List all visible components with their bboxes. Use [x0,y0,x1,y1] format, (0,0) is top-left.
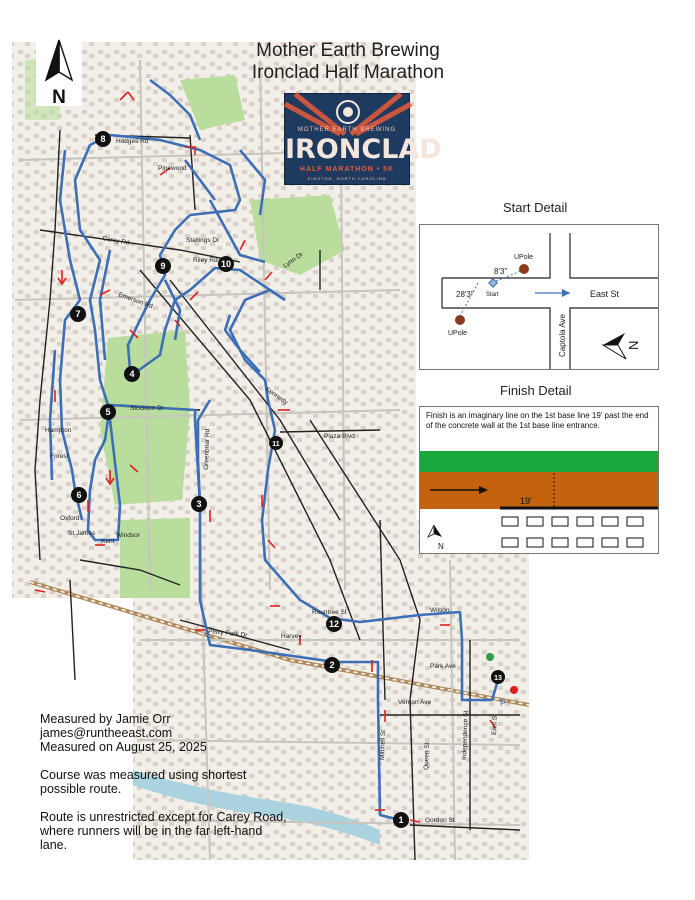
svg-text:Forest: Forest [50,453,69,460]
notes-restriction-3: lane. [40,838,68,852]
north-arrow [36,36,82,106]
start-detail-title: Start Detail [503,200,568,215]
svg-text:Hodges Rd: Hodges Rd [116,138,149,145]
svg-text:4: 4 [129,369,135,379]
mile-marker-10 [218,256,234,272]
mile-marker-1 [393,812,409,828]
finish-north-arrow-icon [428,525,444,551]
svg-text:6: 6 [76,490,82,500]
ironclad-logo [284,93,442,185]
svg-text:Emerson Rd: Emerson Rd [117,291,154,311]
logo-location: KINSTON, NORTH CAROLINA [307,176,387,181]
svg-text:13: 13 [494,675,502,682]
logo-brand: IRONCLAD [285,134,442,165]
start-detail-diagram [420,225,658,369]
captola-ave-label: Captola Ave [558,314,567,357]
svg-text:7: 7 [75,309,81,319]
notes-email: james@runtheeast.com [40,726,173,740]
svg-text:Stallings Dr: Stallings Dr [186,237,220,244]
upole-top-label: UPole [514,254,534,261]
start-detail-panel [419,224,659,370]
svg-text:Hampton: Hampton [45,427,72,434]
mile-marker-13 [491,670,505,684]
svg-text:P: P [500,698,507,708]
svg-text:N: N [626,340,641,350]
notes-shortest-route-1: Course was measured using shortest [40,768,247,782]
svg-text:Greenbriar Rd: Greenbriar Rd [203,428,212,471]
svg-text:Riley Rd: Riley Rd [193,257,218,264]
svg-text:Plaza Blvd: Plaza Blvd [324,433,355,440]
svg-text:5: 5 [105,407,111,417]
notes-measured-by: Measured by Jamie Orr [40,712,171,726]
svg-text:11: 11 [272,441,280,448]
start-north-arrow-icon [603,333,641,359]
mile-marker-7 [70,306,86,322]
svg-text:8: 8 [100,134,106,144]
side-distance: 28'3" [456,290,474,299]
finish-detail-panel [419,406,659,554]
pole-distance: 8'3" [494,267,508,276]
notes-shortest-route-2: possible route. [40,782,122,796]
logo-subtitle: HALF MARATHON • 5K [299,166,395,173]
logo-sponsor: MOTHER EARTH BREWING [297,127,397,133]
svg-text:N: N [438,542,444,551]
svg-text:Oxford: Oxford [60,515,80,522]
finish-distance-label: 19' [520,496,532,506]
mile-marker-4 [124,366,140,382]
svg-text:Harvey: Harvey [281,633,302,640]
svg-text:Queen St: Queen St [423,742,431,771]
svg-text:Park Ave: Park Ave [430,663,456,670]
start-label: Start [486,292,499,298]
notes-date: Measured on August 25, 2025 [40,740,207,754]
measurement-notes [40,712,330,852]
finish-description: Finish is an imaginary line on the 1st base line 19' past the end of the concrete wall at the 1st base line entrance. [426,411,649,430]
svg-text:St James: St James [68,530,96,537]
title-line-2: Ironclad Half Marathon [251,62,445,83]
svg-text:East St: East St [491,713,499,736]
svg-text:Gordon St: Gordon St [425,817,455,824]
notes-restriction-1: Route is unrestricted except for Carey Road, [40,810,287,824]
mile-marker-3 [191,496,207,512]
mile-marker-12 [326,616,342,632]
title-line-1: Mother Earth Brewing [256,40,440,61]
mile-marker-9 [155,258,171,274]
svg-text:1: 1 [398,815,404,825]
svg-text:Vernon Ave: Vernon Ave [398,699,432,706]
svg-text:3: 3 [196,499,202,509]
mile-marker-8 [95,131,111,147]
svg-text:Windsor: Windsor [116,532,140,539]
svg-text:Independence St: Independence St [461,710,470,761]
mile-marker-6 [71,487,87,503]
svg-text:Stockton Dr: Stockton Dr [130,405,164,412]
mile-marker-11 [269,436,283,450]
svg-text:2: 2 [329,660,335,670]
upole-bottom-label: UPole [448,330,468,337]
svg-text:Carey Rd: Carey Rd [101,235,130,247]
map-title [232,40,464,84]
svg-text:Perry Park Dr: Perry Park Dr [207,628,248,640]
finish-detail-diagram [420,407,658,553]
svg-text:N: N [52,87,66,108]
finish-detail-title: Finish Detail [500,383,572,398]
notes-restriction-2: where runners will be in the far left-hand [40,824,263,838]
mile-marker-2 [324,657,340,673]
svg-text:10: 10 [220,259,232,269]
svg-text:Mitchell St: Mitchell St [379,729,388,761]
east-st-label: East St [590,289,620,299]
svg-text:Kent: Kent [101,538,115,545]
svg-text:Kennedy: Kennedy [263,385,289,407]
svg-text:9: 9 [160,261,166,271]
svg-text:Rountree St: Rountree St [312,609,347,616]
svg-text:Pinewood: Pinewood [158,165,187,172]
mile-marker-5 [100,404,116,420]
svg-text:Lynn Dr: Lynn Dr [282,250,305,270]
svg-text:Wilson: Wilson [430,607,450,614]
svg-text:12: 12 [328,619,340,629]
